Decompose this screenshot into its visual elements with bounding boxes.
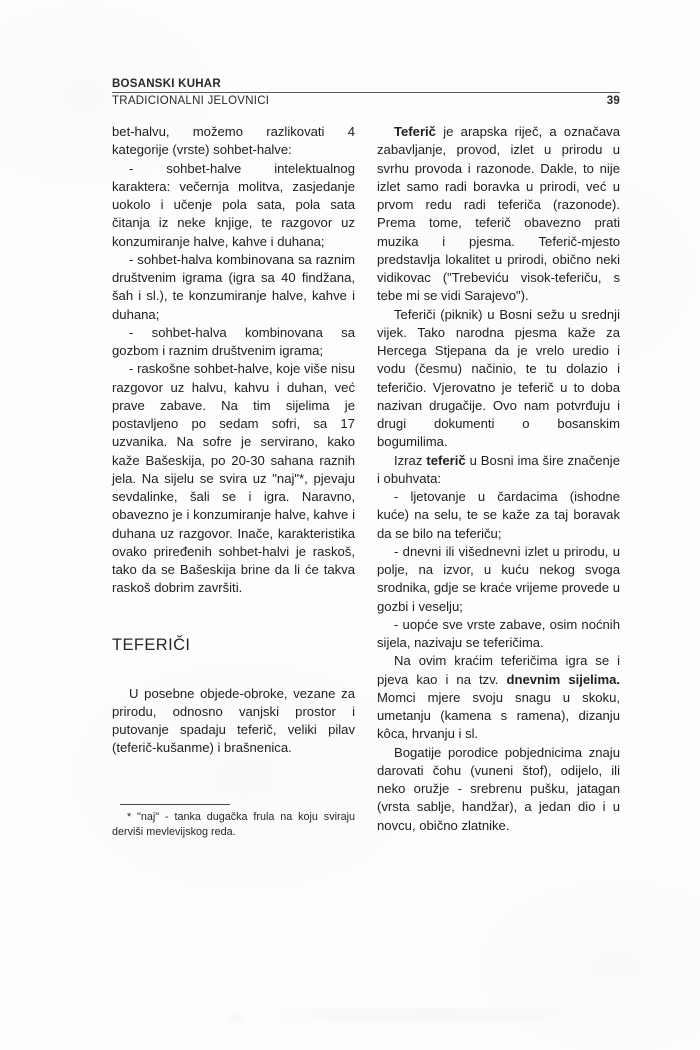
two-column-body (112, 123, 620, 840)
paragraph-teferic-definition (377, 123, 620, 306)
list-item-sohbet-gozba: - sohbet-halva kombinovana sa gozbom i raznim društvenim igrama; (112, 324, 355, 358)
book-title: BOSANSKI KUHAR (112, 78, 221, 90)
running-head (112, 78, 620, 109)
paragraph-izraz-teferic-after: u Bosni ima šire značenje i obuhvata: (377, 452, 620, 486)
running-head-lower (112, 93, 620, 109)
footnote-text: * "naj" - tanka dugačka frula na koju sviraju derviši mevlevijskog reda. (112, 810, 355, 838)
list-item-sohbet-raskosne: - raskošne sohbet-halve, koje više nisu razgovor uz halvu, kahvu i duhan, već prave zabave. Na tim sijelima je postavljeno po sedam sofri, sa 17 uzvanika. Na sofre je servirano, kako kaže Bašeskija, po 20-30 sahana raznih jela. Na sijelu se svira uz "naj"*, pjevaju sevdalinke, šali se i igra. Naravno, obavezno je i konzumiranje halve, kahve i duhana uz razgovor. Inače, karakteristika ovako priređenih sohbet-halvi je raskoš, tako da se Bašeskija brine da li će takva raskoš dobrim završiti. (112, 361, 355, 596)
paragraph-games (377, 652, 620, 743)
bold-term-teferic-mid: teferič (426, 452, 466, 468)
footnote-rule (120, 804, 230, 805)
right-column (377, 123, 620, 840)
paragraph-teferic-definition-rest: je arapska riječ, a označava zabavljanje, provod, izlet u prirodu u svrhu provoda i razonode. Dakle, to nije izlet samo radi boravka u prirodi, već u prvom redu radi teferiča (razonode). Prema tome, teferič obavezno prati muzika i pjesma. Teferič-mjesto predstavlja lokalitet u prirodi, obično neki vidikovac ("Trebeviću visok-teferiču, s tebe mi se vidi Sarajevo"). (377, 124, 620, 304)
paragraph-teferici-intro: U posebne objede-obroke, vezane za prirodu, odnosno vanjski prostor i putovanje spadaju teferič, veliki pilav (teferič-kušanme) i brašnenica. (112, 685, 355, 756)
section-title: TRADICIONALNI JELOVNICI (112, 95, 270, 107)
page-number: 39 (606, 95, 620, 107)
list-item-dnevni-izlet: - dnevni ili višednevni izlet u prirodu, u polje, na izvor, u kuću nekog svoga srodnika, gdje se kraće vrijeme provede u gozbi i veselju; (377, 543, 620, 614)
bold-term-dnevnim-sijelima: dnevnim sijelima. (506, 671, 621, 687)
scan-artifact-smudge (270, 1008, 600, 1022)
footnote-block (112, 804, 355, 840)
list-item-uopce-zabave: - uopće sve vrste zabave, osim noćnih sijela, nazivaju se teferičima. (377, 616, 620, 650)
paragraph-izraz-teferic-before: Izraz (394, 452, 427, 468)
spacer-after-heading (112, 655, 355, 685)
paragraph-games-before: Na ovim kraćim teferičima igra se i pjeva kao i na tzv. (377, 653, 620, 687)
paragraph-izraz-teferic (377, 452, 620, 489)
paragraph-prizes: Bogatije porodice pobjednicima znaju darovati čohu (vuneni štof), odijelo, ili neko oružje - srebrenu pušku, jatagan (vrsta sablje, handžar), a jedan dio i u novcu, obično zlatnike. (377, 744, 620, 833)
paragraph-lead-continuation: bet-halvu, možemo razlikovati 4 kategorije (vrste) sohbet-halve: (112, 124, 355, 158)
list-item-sohbet-intelektualne: - sohbet-halve intelektualnog karaktera: večernja molitva, zasjedanje uokolo i učenje pola sata, pola sata čitanja iz neke knjige, te razgovor uz konzumiranje halve, kahve i duhana; (112, 160, 355, 249)
left-column (112, 123, 355, 840)
section-heading-teferici: TEFERIČI (112, 635, 191, 654)
scan-artifact-speck (230, 1012, 242, 1021)
bold-term-teferic: Teferič (394, 124, 436, 139)
list-item-sohbet-igre: - sohbet-halva kombinovana sa raznim društvenim igrama (igra sa 40 findžana, šah i sl.), te konzumiranje halve, kahve i duhana; (112, 251, 355, 322)
spacer-before-heading (112, 598, 355, 635)
paragraph-teferici-history: Teferiči (piknik) u Bosni sežu u srednji vijek. Tako narodna pjesma kaže za Hercega Stjepana da je vrelo uredio i vodu (česmu) načinio, te tu dolazio i teferičio. Vjerovatno je teferič u to doba nazivan drugačije. Ovo nam potvrđuju i drugi dokumenti o bosanskim bogumilima. (377, 306, 620, 450)
list-item-ljetovanje: - ljetovanje u čardacima (ishodne kuće) na selu, te se kaže za taj boravak da se bilo na teferiču; (377, 489, 620, 541)
page-content (112, 78, 620, 840)
paragraph-games-after: Momci mjere svoju snagu u skoku, umetanju (kamena s ramena), dizanju kôca, hrvanju i sl. (377, 689, 620, 742)
